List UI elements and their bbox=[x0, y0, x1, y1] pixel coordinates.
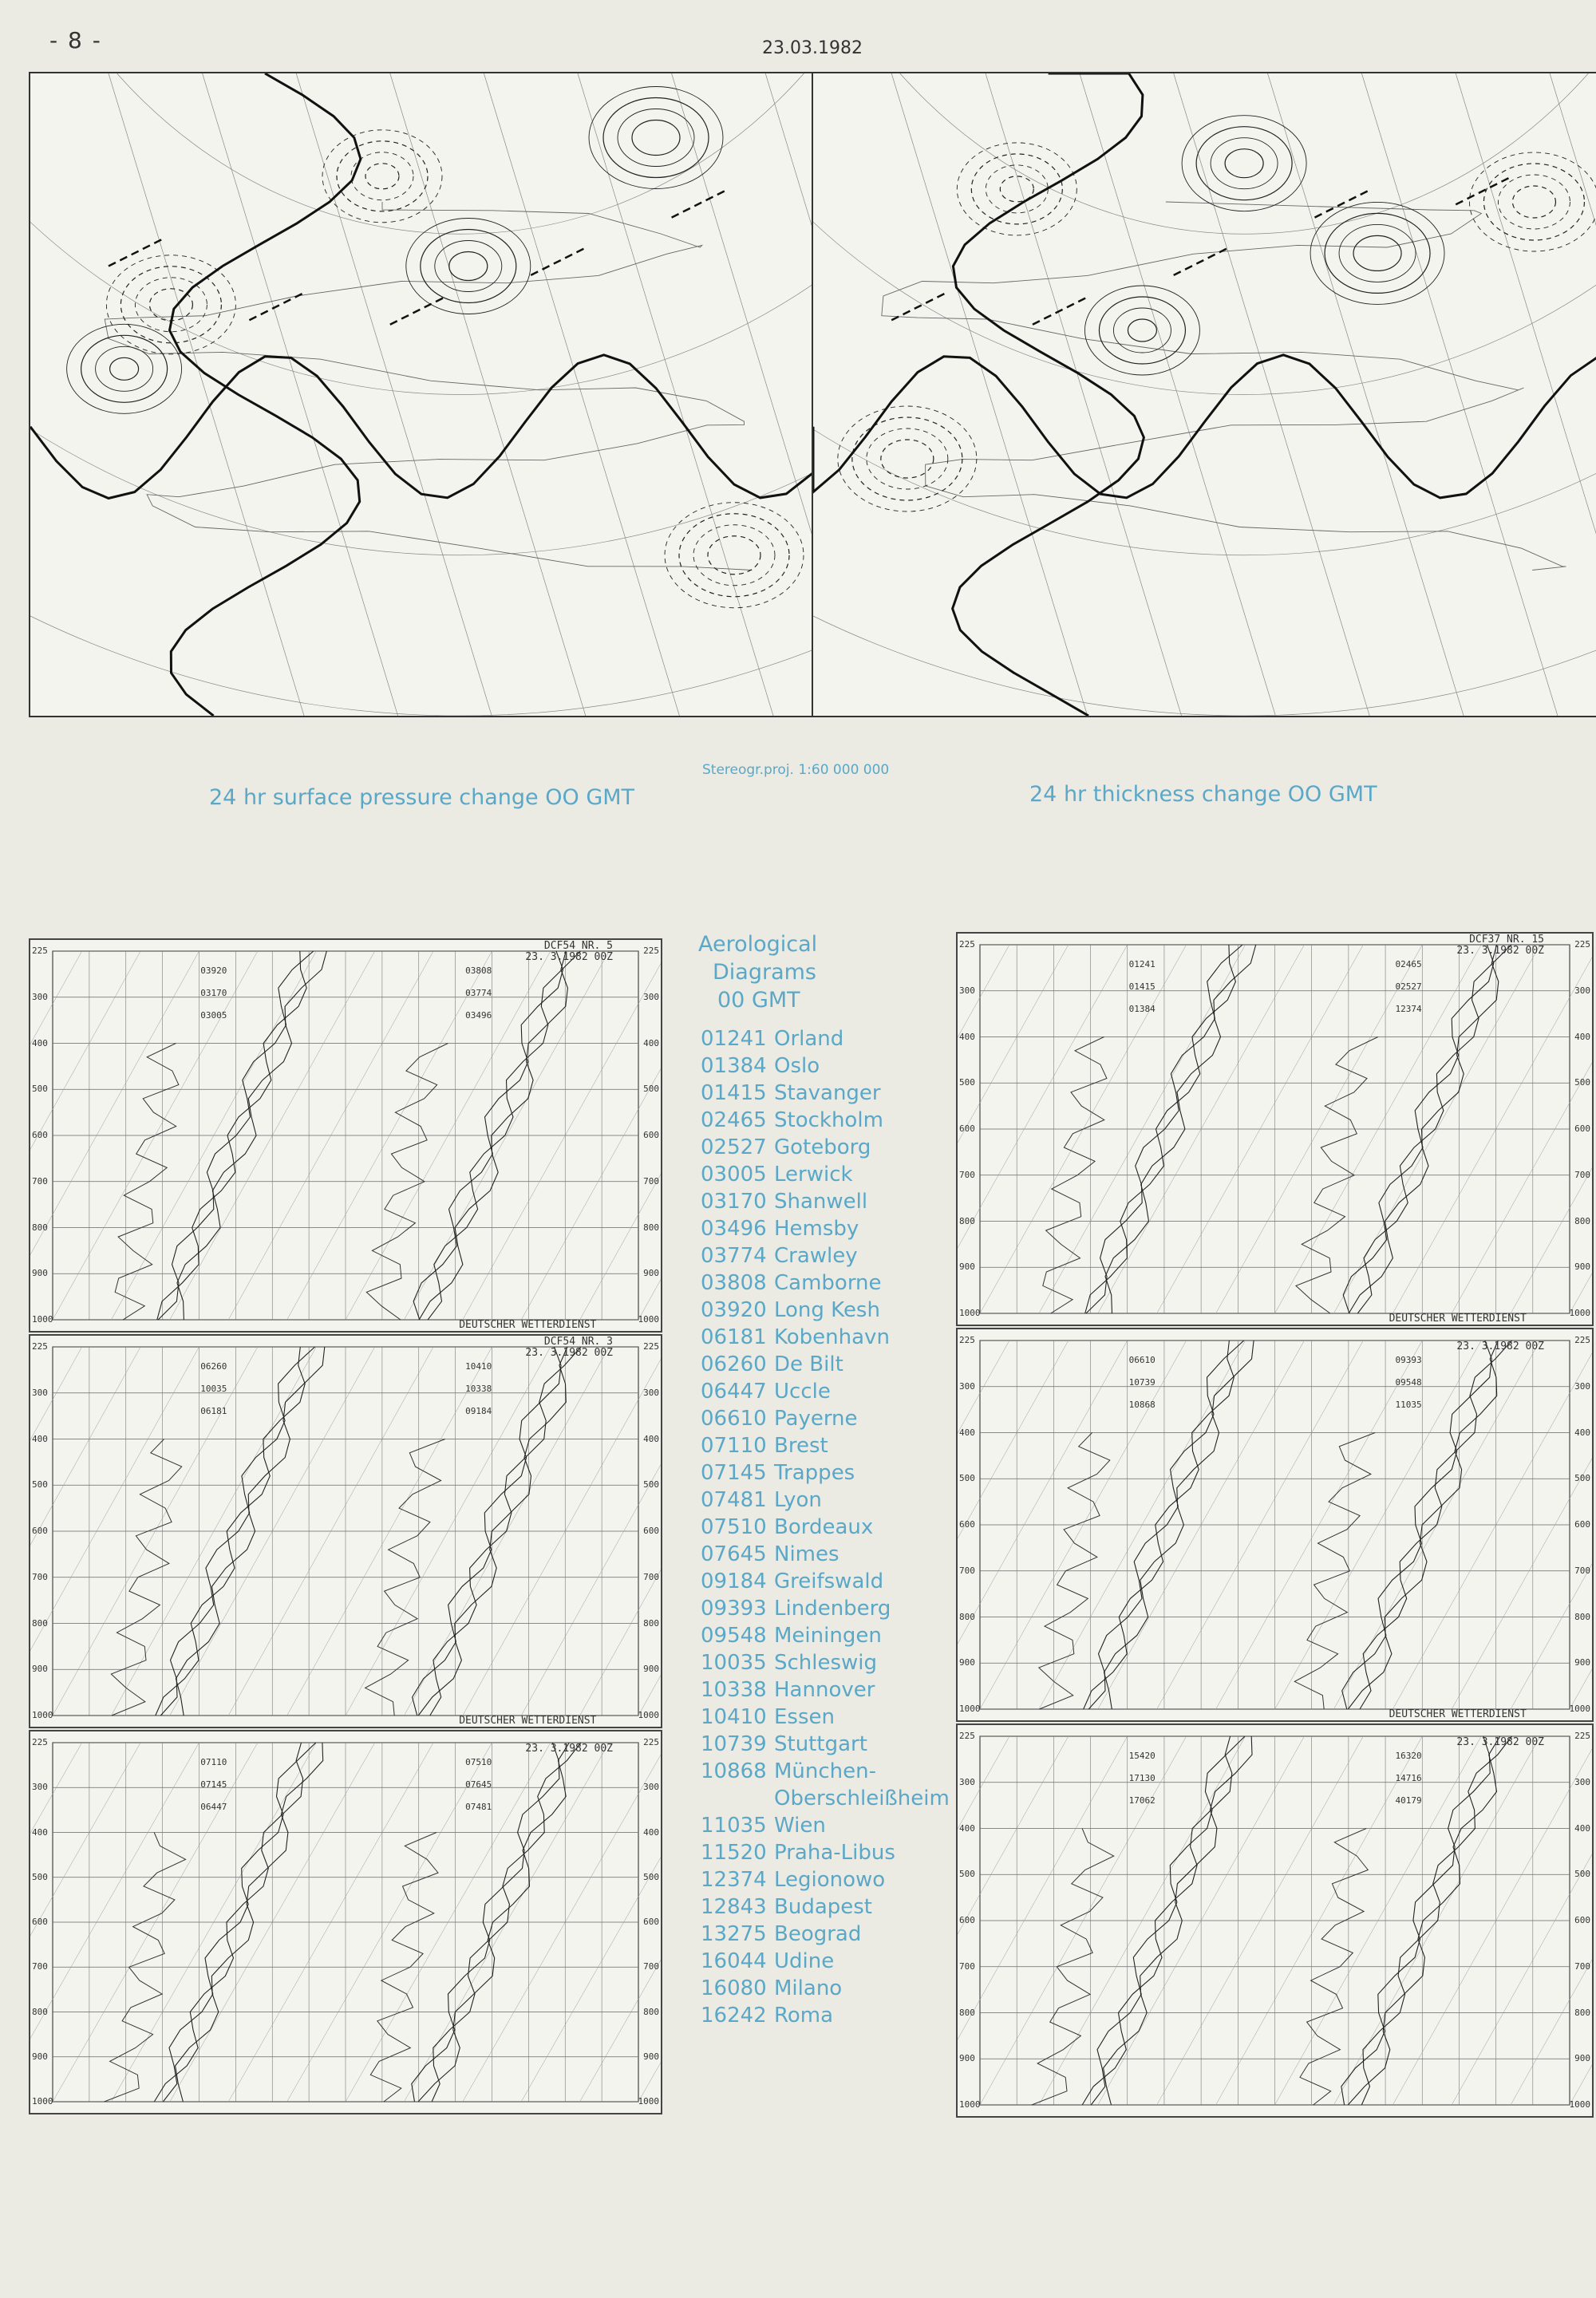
pressure-level-label: 500 bbox=[643, 1871, 659, 1882]
station-row bbox=[701, 1948, 972, 1975]
pressure-level-label: 800 bbox=[959, 1611, 975, 1622]
pressure-change-chart bbox=[30, 73, 812, 716]
station-code-label: 17130 bbox=[1128, 1773, 1156, 1783]
station-row bbox=[701, 1514, 972, 1541]
pressure-level-label: 225 bbox=[32, 1737, 48, 1747]
station-name: Praha-Libus bbox=[774, 1841, 895, 1865]
station-name: Greifswald bbox=[774, 1570, 884, 1593]
station-name: Brest bbox=[774, 1434, 828, 1458]
pressure-level-label: 800 bbox=[1574, 2007, 1590, 2018]
station-row bbox=[701, 1134, 972, 1161]
station-name: Budapest bbox=[774, 1895, 872, 1919]
pressure-level-label: 1000 bbox=[638, 2096, 659, 2106]
panel-header: DCF54 NR. 5 bbox=[543, 940, 613, 952]
station-row bbox=[701, 1921, 972, 1948]
pressure-level-label: 700 bbox=[959, 1169, 975, 1180]
station-name: Lerwick bbox=[774, 1163, 853, 1187]
station-row bbox=[701, 1568, 972, 1595]
station-code: 07110 bbox=[701, 1434, 767, 1458]
pressure-level-label: 400 bbox=[643, 1826, 659, 1838]
pressure-level-label: 400 bbox=[1574, 1031, 1590, 1042]
pressure-level-label: 800 bbox=[959, 2007, 975, 2018]
station-name: Stavanger bbox=[774, 1081, 881, 1105]
pressure-level-label: 300 bbox=[1574, 985, 1590, 996]
station-row bbox=[701, 1541, 972, 1568]
pressure-level-label: 700 bbox=[1574, 1565, 1590, 1576]
pressure-level-label: 800 bbox=[1574, 1215, 1590, 1226]
pressure-level-label: 300 bbox=[1574, 1776, 1590, 1787]
station-row bbox=[701, 1080, 972, 1107]
station-code: 03808 bbox=[701, 1271, 767, 1295]
station-row bbox=[701, 1622, 972, 1649]
station-name: De Bilt bbox=[774, 1352, 843, 1376]
station-row bbox=[701, 1866, 972, 1893]
station-code: 16242 bbox=[701, 2004, 767, 2028]
station-code-label: 06610 bbox=[1128, 1355, 1156, 1365]
station-code-label: 02465 bbox=[1395, 959, 1422, 969]
pressure-level-label: 900 bbox=[643, 1664, 659, 1675]
station-row bbox=[701, 1812, 972, 1839]
station-name: Meiningen bbox=[774, 1624, 882, 1648]
station-row bbox=[701, 1893, 972, 1921]
pressure-level-label: 400 bbox=[1574, 1427, 1590, 1438]
station-code-label: 10739 bbox=[1128, 1377, 1156, 1388]
pressure-level-label: 1000 bbox=[638, 1314, 659, 1325]
pressure-level-label: 600 bbox=[643, 1130, 659, 1140]
title-line-3: 00 GMT bbox=[717, 988, 800, 1013]
station-name: Nimes bbox=[774, 1542, 839, 1566]
station-name: Trappes bbox=[774, 1461, 855, 1485]
pressure-level-label: 900 bbox=[32, 1268, 48, 1279]
station-code: 03774 bbox=[701, 1244, 767, 1268]
station-name: Beograd bbox=[774, 1922, 862, 1946]
pressure-level-label: 600 bbox=[32, 1917, 48, 1927]
station-row bbox=[701, 1487, 972, 1514]
pressure-level-label: 225 bbox=[959, 1335, 975, 1345]
station-code: 07645 bbox=[701, 1542, 767, 1566]
diagram-grid bbox=[30, 940, 661, 1331]
station-name: Lyon bbox=[774, 1488, 822, 1512]
pressure-level-label: 225 bbox=[1574, 939, 1590, 950]
aerological-panel-left-3 bbox=[29, 1730, 662, 2114]
pressure-level-label: 600 bbox=[643, 1526, 659, 1536]
station-name: Udine bbox=[774, 1949, 835, 1973]
station-code-label: 03808 bbox=[465, 965, 492, 976]
station-row bbox=[701, 1839, 972, 1866]
panel-date: 23. 3.1982 00Z bbox=[525, 1347, 613, 1359]
station-name: Hannover bbox=[774, 1678, 875, 1702]
aerological-panel-right-3 bbox=[956, 1724, 1594, 2118]
aerological-panel-left-1 bbox=[29, 938, 662, 1333]
station-code: 07481 bbox=[701, 1488, 767, 1512]
pressure-level-label: 500 bbox=[1574, 1869, 1590, 1880]
station-code: 09548 bbox=[701, 1624, 767, 1648]
station-row bbox=[701, 1269, 972, 1297]
station-name: Crawley bbox=[774, 1244, 858, 1268]
station-row bbox=[701, 1595, 972, 1622]
station-list bbox=[701, 1025, 972, 2029]
station-row bbox=[701, 1758, 972, 1785]
pressure-level-label: 600 bbox=[643, 1917, 659, 1927]
pressure-level-label: 900 bbox=[959, 1657, 975, 1668]
station-code-label: 07510 bbox=[465, 1757, 492, 1767]
pressure-level-label: 500 bbox=[1574, 1473, 1590, 1484]
station-name: Legionowo bbox=[774, 1868, 886, 1892]
station-name: Stockholm bbox=[774, 1108, 883, 1132]
pressure-level-label: 300 bbox=[959, 1776, 975, 1787]
pressure-level-label: 300 bbox=[32, 1782, 48, 1793]
pressure-level-label: 600 bbox=[1574, 1915, 1590, 1925]
station-row bbox=[701, 1324, 972, 1351]
station-code: 16080 bbox=[701, 1976, 767, 2000]
station-code: 10739 bbox=[701, 1732, 767, 1756]
station-code: 07510 bbox=[701, 1515, 767, 1539]
pressure-level-label: 225 bbox=[32, 946, 48, 956]
pressure-level-label: 500 bbox=[959, 1869, 975, 1880]
station-code-label: 07481 bbox=[465, 1802, 492, 1812]
station-code-label: 09548 bbox=[1395, 1377, 1422, 1388]
station-code: 03005 bbox=[701, 1163, 767, 1187]
pressure-level-label: 800 bbox=[643, 1222, 659, 1233]
panel-header: DCF37 NR. 15 bbox=[1469, 934, 1544, 946]
pressure-level-label: 500 bbox=[643, 1479, 659, 1491]
pressure-level-label: 700 bbox=[1574, 1169, 1590, 1180]
pressure-level-label: 700 bbox=[32, 1175, 48, 1187]
pressure-level-label: 600 bbox=[32, 1526, 48, 1536]
station-row bbox=[701, 1297, 972, 1324]
pressure-level-label: 700 bbox=[643, 1961, 659, 1972]
station-name: Orland bbox=[774, 1027, 844, 1051]
station-name: Roma bbox=[774, 2004, 834, 2028]
page-date: 23.03.1982 bbox=[762, 38, 863, 58]
station-code: 06610 bbox=[701, 1407, 767, 1431]
station-name: Payerne bbox=[774, 1407, 858, 1431]
surface-pressure-change-map bbox=[29, 72, 814, 717]
station-row bbox=[701, 1432, 972, 1459]
station-row bbox=[701, 1161, 972, 1188]
pressure-level-label: 800 bbox=[643, 2006, 659, 2017]
station-code: 06447 bbox=[701, 1380, 767, 1404]
pressure-level-label: 700 bbox=[959, 1565, 975, 1576]
pressure-level-label: 400 bbox=[643, 1037, 659, 1048]
station-code: 12843 bbox=[701, 1895, 767, 1919]
pressure-level-label: 900 bbox=[32, 2051, 48, 2062]
station-code: 09393 bbox=[701, 1597, 767, 1621]
station-code: 01241 bbox=[701, 1027, 767, 1051]
station-name: Hemsby bbox=[774, 1217, 859, 1241]
station-code: 06181 bbox=[701, 1325, 767, 1349]
station-row bbox=[701, 1351, 972, 1378]
station-code-label: 03774 bbox=[465, 988, 492, 998]
pressure-level-label: 700 bbox=[959, 1960, 975, 1972]
station-code-label: 03005 bbox=[200, 1010, 227, 1021]
pressure-level-label: 1000 bbox=[32, 1314, 53, 1325]
pressure-level-label: 700 bbox=[643, 1571, 659, 1582]
aerological-diagrams-title bbox=[698, 930, 906, 1014]
pressure-level-label: 500 bbox=[1574, 1077, 1590, 1088]
station-row bbox=[701, 1378, 972, 1405]
station-code-label: 17062 bbox=[1128, 1795, 1156, 1806]
station-code-label: 11035 bbox=[1395, 1400, 1422, 1410]
diagram-grid bbox=[958, 1329, 1592, 1720]
station-code: 03920 bbox=[701, 1298, 767, 1322]
pressure-level-label: 700 bbox=[1574, 1960, 1590, 1972]
pressure-level-label: 800 bbox=[643, 1617, 659, 1629]
pressure-level-label: 1000 bbox=[1569, 2099, 1590, 2110]
panel-footer: DEUTSCHER WETTERDIENST bbox=[459, 1715, 597, 1727]
pressure-level-label: 500 bbox=[32, 1084, 48, 1095]
station-row bbox=[701, 1242, 972, 1269]
pressure-level-label: 300 bbox=[643, 1387, 659, 1398]
panel-date: 23. 3.1982 00Z bbox=[525, 1743, 613, 1755]
panel-footer: DEUTSCHER WETTERDIENST bbox=[1389, 1708, 1527, 1720]
station-row bbox=[701, 1188, 972, 1215]
station-name: Lindenberg bbox=[774, 1597, 891, 1621]
pressure-level-label: 225 bbox=[643, 946, 659, 956]
left-map-caption: 24 hr surface pressure change OO GMT bbox=[209, 785, 635, 810]
station-code-label: 09393 bbox=[1395, 1355, 1422, 1365]
pressure-level-label: 500 bbox=[959, 1473, 975, 1484]
pressure-level-label: 600 bbox=[1574, 1519, 1590, 1530]
pressure-level-label: 1000 bbox=[959, 2099, 981, 2110]
diagram-grid bbox=[30, 1336, 661, 1727]
pressure-level-label: 400 bbox=[643, 1433, 659, 1444]
pressure-level-label: 225 bbox=[959, 1731, 975, 1741]
station-code: 16044 bbox=[701, 1949, 767, 1973]
station-code: 12374 bbox=[701, 1868, 767, 1892]
thickness-change-map bbox=[812, 72, 1596, 717]
pressure-level-label: 1000 bbox=[32, 2096, 53, 2106]
station-row bbox=[701, 1676, 972, 1704]
station-code: 10035 bbox=[701, 1651, 767, 1675]
station-row bbox=[701, 1405, 972, 1432]
pressure-level-label: 300 bbox=[643, 991, 659, 1002]
station-code-label: 14716 bbox=[1395, 1773, 1422, 1783]
pressure-level-label: 225 bbox=[643, 1341, 659, 1352]
station-row bbox=[701, 1215, 972, 1242]
pressure-level-label: 900 bbox=[959, 2053, 975, 2064]
pressure-level-label: 700 bbox=[32, 1571, 48, 1582]
station-name: Camborne bbox=[774, 1271, 882, 1295]
station-code-label: 06260 bbox=[200, 1361, 227, 1372]
station-row bbox=[701, 1704, 972, 1731]
pressure-level-label: 900 bbox=[959, 1262, 975, 1273]
station-code-label: 12374 bbox=[1395, 1004, 1422, 1014]
pressure-level-label: 400 bbox=[1574, 1822, 1590, 1834]
station-code: 09184 bbox=[701, 1570, 767, 1593]
station-row bbox=[701, 1107, 972, 1134]
station-code-label: 01415 bbox=[1128, 981, 1156, 992]
station-row bbox=[701, 1785, 972, 1812]
station-code: 11520 bbox=[701, 1841, 767, 1865]
station-code: 07145 bbox=[701, 1461, 767, 1485]
projection-caption: Stereogr.proj. 1:60 000 000 bbox=[702, 762, 890, 778]
right-map-caption: 24 hr thickness change OO GMT bbox=[1029, 782, 1377, 807]
station-code-label: 02527 bbox=[1395, 981, 1422, 992]
station-code-label: 06181 bbox=[200, 1406, 227, 1416]
station-code: 03496 bbox=[701, 1217, 767, 1241]
pressure-level-label: 800 bbox=[32, 2006, 48, 2017]
pressure-level-label: 225 bbox=[1574, 1731, 1590, 1741]
thickness-change-chart bbox=[813, 73, 1596, 716]
station-code-label: 03496 bbox=[465, 1010, 492, 1021]
pressure-level-label: 500 bbox=[959, 1077, 975, 1088]
station-name: Wien bbox=[774, 1814, 826, 1838]
station-code-label: 09184 bbox=[465, 1406, 492, 1416]
diagram-grid bbox=[30, 1731, 661, 2113]
station-row bbox=[701, 1975, 972, 2002]
diagram-grid bbox=[958, 1725, 1592, 2116]
pressure-level-label: 900 bbox=[32, 1664, 48, 1675]
pressure-level-label: 300 bbox=[32, 991, 48, 1002]
station-name: Essen bbox=[774, 1705, 835, 1729]
pressure-level-label: 400 bbox=[959, 1822, 975, 1834]
station-code-label: 07645 bbox=[465, 1779, 492, 1790]
title-line-2: Diagrams bbox=[713, 960, 816, 985]
station-code: 01384 bbox=[701, 1054, 767, 1078]
station-name: Milano bbox=[774, 1976, 843, 2000]
station-code-label: 07110 bbox=[200, 1757, 227, 1767]
station-name: Long Kesh bbox=[774, 1298, 880, 1322]
station-name: Schleswig bbox=[774, 1651, 878, 1675]
station-code: 10338 bbox=[701, 1678, 767, 1702]
station-code: 13275 bbox=[701, 1922, 767, 1946]
pressure-level-label: 700 bbox=[32, 1961, 48, 1972]
panel-date: 23. 3.1982 00Z bbox=[1456, 1340, 1544, 1352]
pressure-level-label: 300 bbox=[959, 1380, 975, 1392]
station-name: Kobenhavn bbox=[774, 1325, 890, 1349]
pressure-level-label: 900 bbox=[643, 1268, 659, 1279]
panel-date: 23. 3.1982 00Z bbox=[1456, 945, 1544, 957]
pressure-level-label: 1000 bbox=[959, 1704, 981, 1714]
pressure-level-label: 1000 bbox=[32, 1710, 53, 1720]
station-code: 02465 bbox=[701, 1108, 767, 1132]
pressure-level-label: 600 bbox=[32, 1130, 48, 1140]
pressure-level-label: 600 bbox=[959, 1123, 975, 1134]
pressure-level-label: 800 bbox=[32, 1617, 48, 1629]
station-code-label: 15420 bbox=[1128, 1751, 1156, 1761]
station-code: 01415 bbox=[701, 1081, 767, 1105]
pressure-level-label: 800 bbox=[1574, 1611, 1590, 1622]
pressure-level-label: 900 bbox=[1574, 1657, 1590, 1668]
station-code: 03170 bbox=[701, 1190, 767, 1214]
page-number: - 8 - bbox=[49, 27, 102, 53]
station-code: 10410 bbox=[701, 1705, 767, 1729]
station-name: Goteborg bbox=[774, 1135, 871, 1159]
station-code-label: 10035 bbox=[200, 1384, 227, 1394]
pressure-level-label: 225 bbox=[1574, 1335, 1590, 1345]
station-code-label: 03170 bbox=[200, 988, 227, 998]
station-code-label: 10338 bbox=[465, 1384, 492, 1394]
pressure-level-label: 800 bbox=[32, 1222, 48, 1233]
pressure-level-label: 400 bbox=[32, 1433, 48, 1444]
station-name: Oslo bbox=[774, 1054, 820, 1078]
title-line-1: Aerological bbox=[698, 932, 818, 957]
station-code-label: 16320 bbox=[1395, 1751, 1422, 1761]
pressure-level-label: 900 bbox=[1574, 1262, 1590, 1273]
pressure-level-label: 400 bbox=[32, 1826, 48, 1838]
pressure-level-label: 600 bbox=[1574, 1123, 1590, 1134]
diagram-grid bbox=[958, 934, 1592, 1325]
station-row bbox=[701, 1025, 972, 1052]
pressure-level-label: 225 bbox=[643, 1737, 659, 1747]
station-code: 10868 bbox=[701, 1759, 767, 1783]
pressure-level-label: 400 bbox=[959, 1031, 975, 1042]
panel-footer: DEUTSCHER WETTERDIENST bbox=[1389, 1313, 1527, 1325]
station-code-label: 01241 bbox=[1128, 959, 1156, 969]
pressure-level-label: 225 bbox=[959, 939, 975, 950]
station-row bbox=[701, 2002, 972, 2029]
pressure-level-label: 300 bbox=[959, 985, 975, 996]
pressure-level-label: 300 bbox=[32, 1387, 48, 1398]
station-code bbox=[701, 1785, 774, 1812]
panel-date: 23. 3.1982 00Z bbox=[1456, 1736, 1544, 1748]
pressure-level-label: 400 bbox=[959, 1427, 975, 1438]
station-name: Uccle bbox=[774, 1380, 831, 1404]
station-code: 02527 bbox=[701, 1135, 767, 1159]
panel-footer: DEUTSCHER WETTERDIENST bbox=[459, 1319, 597, 1331]
pressure-level-label: 900 bbox=[643, 2051, 659, 2062]
pressure-level-label: 300 bbox=[643, 1782, 659, 1793]
station-name: München- bbox=[774, 1759, 877, 1783]
station-code: 11035 bbox=[701, 1814, 767, 1838]
station-row bbox=[701, 1459, 972, 1487]
pressure-level-label: 900 bbox=[1574, 2053, 1590, 2064]
panel-date: 23. 3.1982 00Z bbox=[525, 951, 613, 963]
station-code-label: 01384 bbox=[1128, 1004, 1156, 1014]
station-code-label: 03920 bbox=[200, 965, 227, 976]
station-code: 06260 bbox=[701, 1352, 767, 1376]
pressure-level-label: 800 bbox=[959, 1215, 975, 1226]
pressure-level-label: 1000 bbox=[1569, 1308, 1590, 1318]
aerological-panel-left-2 bbox=[29, 1334, 662, 1728]
station-code-label: 40179 bbox=[1395, 1795, 1422, 1806]
pressure-level-label: 700 bbox=[643, 1175, 659, 1187]
pressure-level-label: 500 bbox=[32, 1871, 48, 1882]
pressure-level-label: 1000 bbox=[638, 1710, 659, 1720]
pressure-level-label: 1000 bbox=[959, 1308, 981, 1318]
pressure-level-label: 225 bbox=[32, 1341, 48, 1352]
station-name: Oberschleißheim bbox=[774, 1787, 950, 1810]
station-row bbox=[701, 1052, 972, 1080]
pressure-level-label: 1000 bbox=[1569, 1704, 1590, 1714]
station-name: Stuttgart bbox=[774, 1732, 867, 1756]
station-code-label: 10410 bbox=[465, 1361, 492, 1372]
pressure-level-label: 500 bbox=[643, 1084, 659, 1095]
station-code-label: 10868 bbox=[1128, 1400, 1156, 1410]
pressure-level-label: 500 bbox=[32, 1479, 48, 1491]
station-row bbox=[701, 1649, 972, 1676]
pressure-level-label: 600 bbox=[959, 1519, 975, 1530]
station-name: Bordeaux bbox=[774, 1515, 874, 1539]
pressure-level-label: 300 bbox=[1574, 1380, 1590, 1392]
pressure-level-label: 400 bbox=[32, 1037, 48, 1048]
station-code-label: 07145 bbox=[200, 1779, 227, 1790]
aerological-panel-right-1 bbox=[956, 932, 1594, 1326]
station-code-label: 06447 bbox=[200, 1802, 227, 1812]
station-row bbox=[701, 1731, 972, 1758]
panel-header: DCF54 NR. 3 bbox=[543, 1336, 613, 1348]
station-name: Shanwell bbox=[774, 1190, 868, 1214]
pressure-level-label: 600 bbox=[959, 1915, 975, 1925]
aerological-panel-right-2 bbox=[956, 1328, 1594, 1722]
